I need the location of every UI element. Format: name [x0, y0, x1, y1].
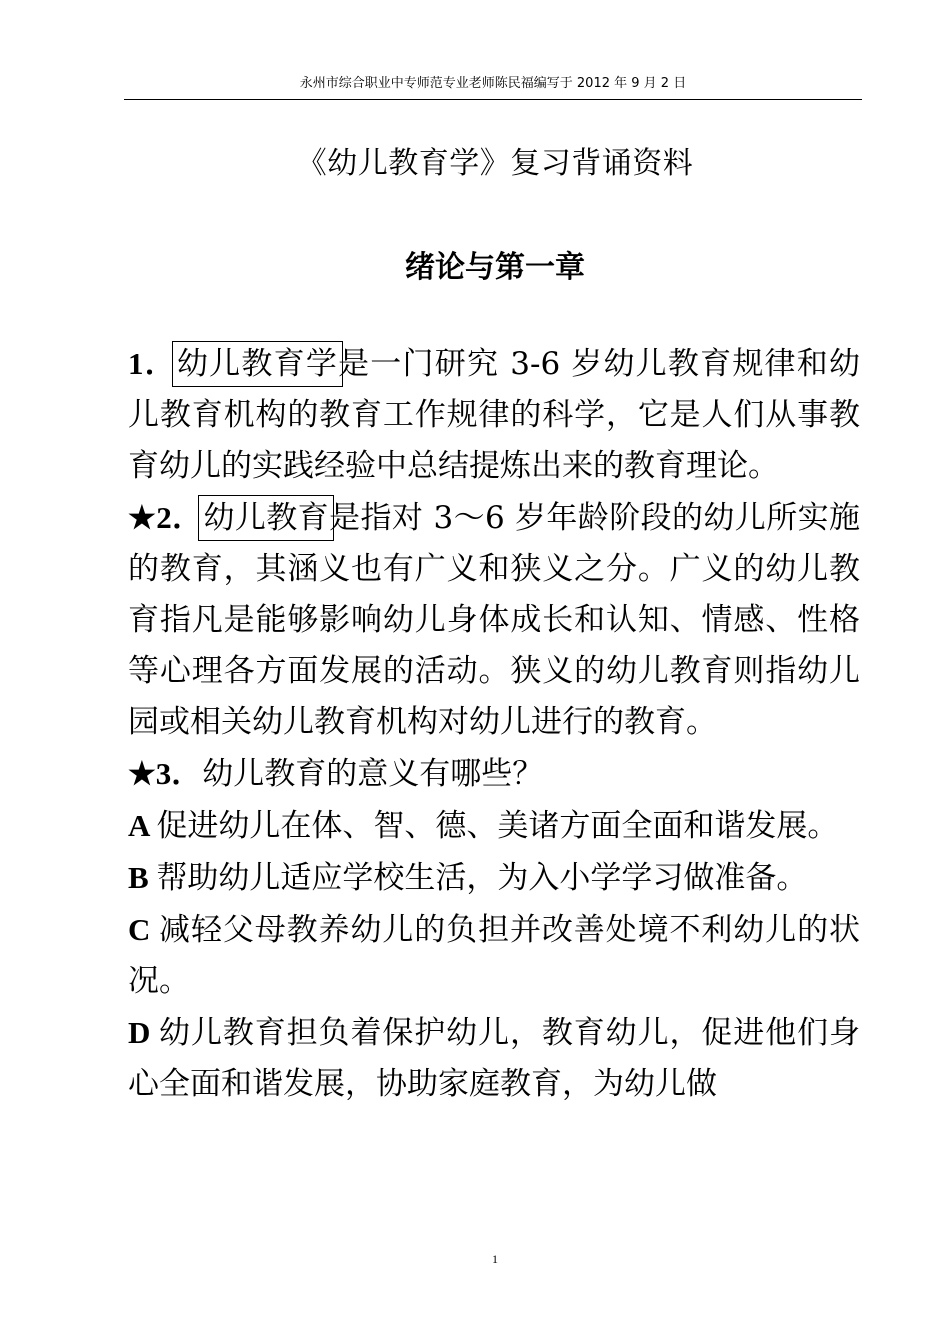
- answer-d: [128, 1007, 860, 1110]
- answer-text: 促进幼儿在体、智、德、美诸方面全面和谐发展。: [156, 808, 839, 844]
- paragraph-3: [128, 748, 860, 800]
- item-number: ★2．: [128, 500, 204, 535]
- answer-a: [128, 800, 860, 852]
- answer-b: [128, 852, 860, 904]
- document-title: 《幼儿教育学》复习背诵资料: [296, 146, 694, 181]
- answer-label: A: [128, 808, 157, 843]
- chapter-heading: 绪论与第一章: [405, 250, 585, 285]
- page-header: 永州市综合职业中专师范专业老师陈民福编写于 2012 年 9 月 2 日: [299, 76, 687, 91]
- paragraph-text: 幼儿教育的意义有哪些？: [202, 756, 544, 792]
- answer-text: 幼儿教育担负着保护幼儿，教育幼儿，促进他们身心全面和谐发展，协助家庭教育，为幼儿做: [128, 1015, 861, 1102]
- item-number: 1．: [128, 346, 177, 381]
- paragraph-1: [128, 338, 860, 492]
- boxed-term: 幼儿教育: [203, 500, 330, 536]
- header-divider: [124, 99, 862, 100]
- document-body: [128, 338, 860, 1110]
- answer-label: C: [128, 912, 160, 947]
- answer-text: 帮助幼儿适应学校生活，为入小学学习做准备。: [156, 860, 808, 896]
- answer-label: B: [128, 860, 157, 895]
- paragraph-text: 是一门研究 3-6 岁幼儿教育规律和幼儿教育机构的教育工作规律的科学，它是人们从事教育幼儿的实践经验中总结提炼出来的教育理论。: [128, 346, 861, 484]
- paragraph-text: 是指对 3～6 岁年龄阶段的幼儿所实施的教育，其涵义也有广义和狭义之分。广义的幼儿教育指凡是能够影响幼儿身体成长和认知、情感、性格等心理各方面发展的活动。狭义的幼儿教育则指幼儿园或相关幼儿教育机构对幼儿进行的教育。: [128, 500, 860, 740]
- answer-text: 减轻父母教养幼儿的负担并改善处境不利幼儿的状况。: [128, 912, 861, 999]
- page-number: 1: [492, 1252, 498, 1266]
- answer-label: D: [128, 1015, 160, 1050]
- boxed-term: 幼儿教育学: [176, 346, 339, 382]
- item-number: ★3．: [128, 756, 203, 791]
- answer-c: [128, 904, 860, 1007]
- paragraph-2: [128, 492, 860, 748]
